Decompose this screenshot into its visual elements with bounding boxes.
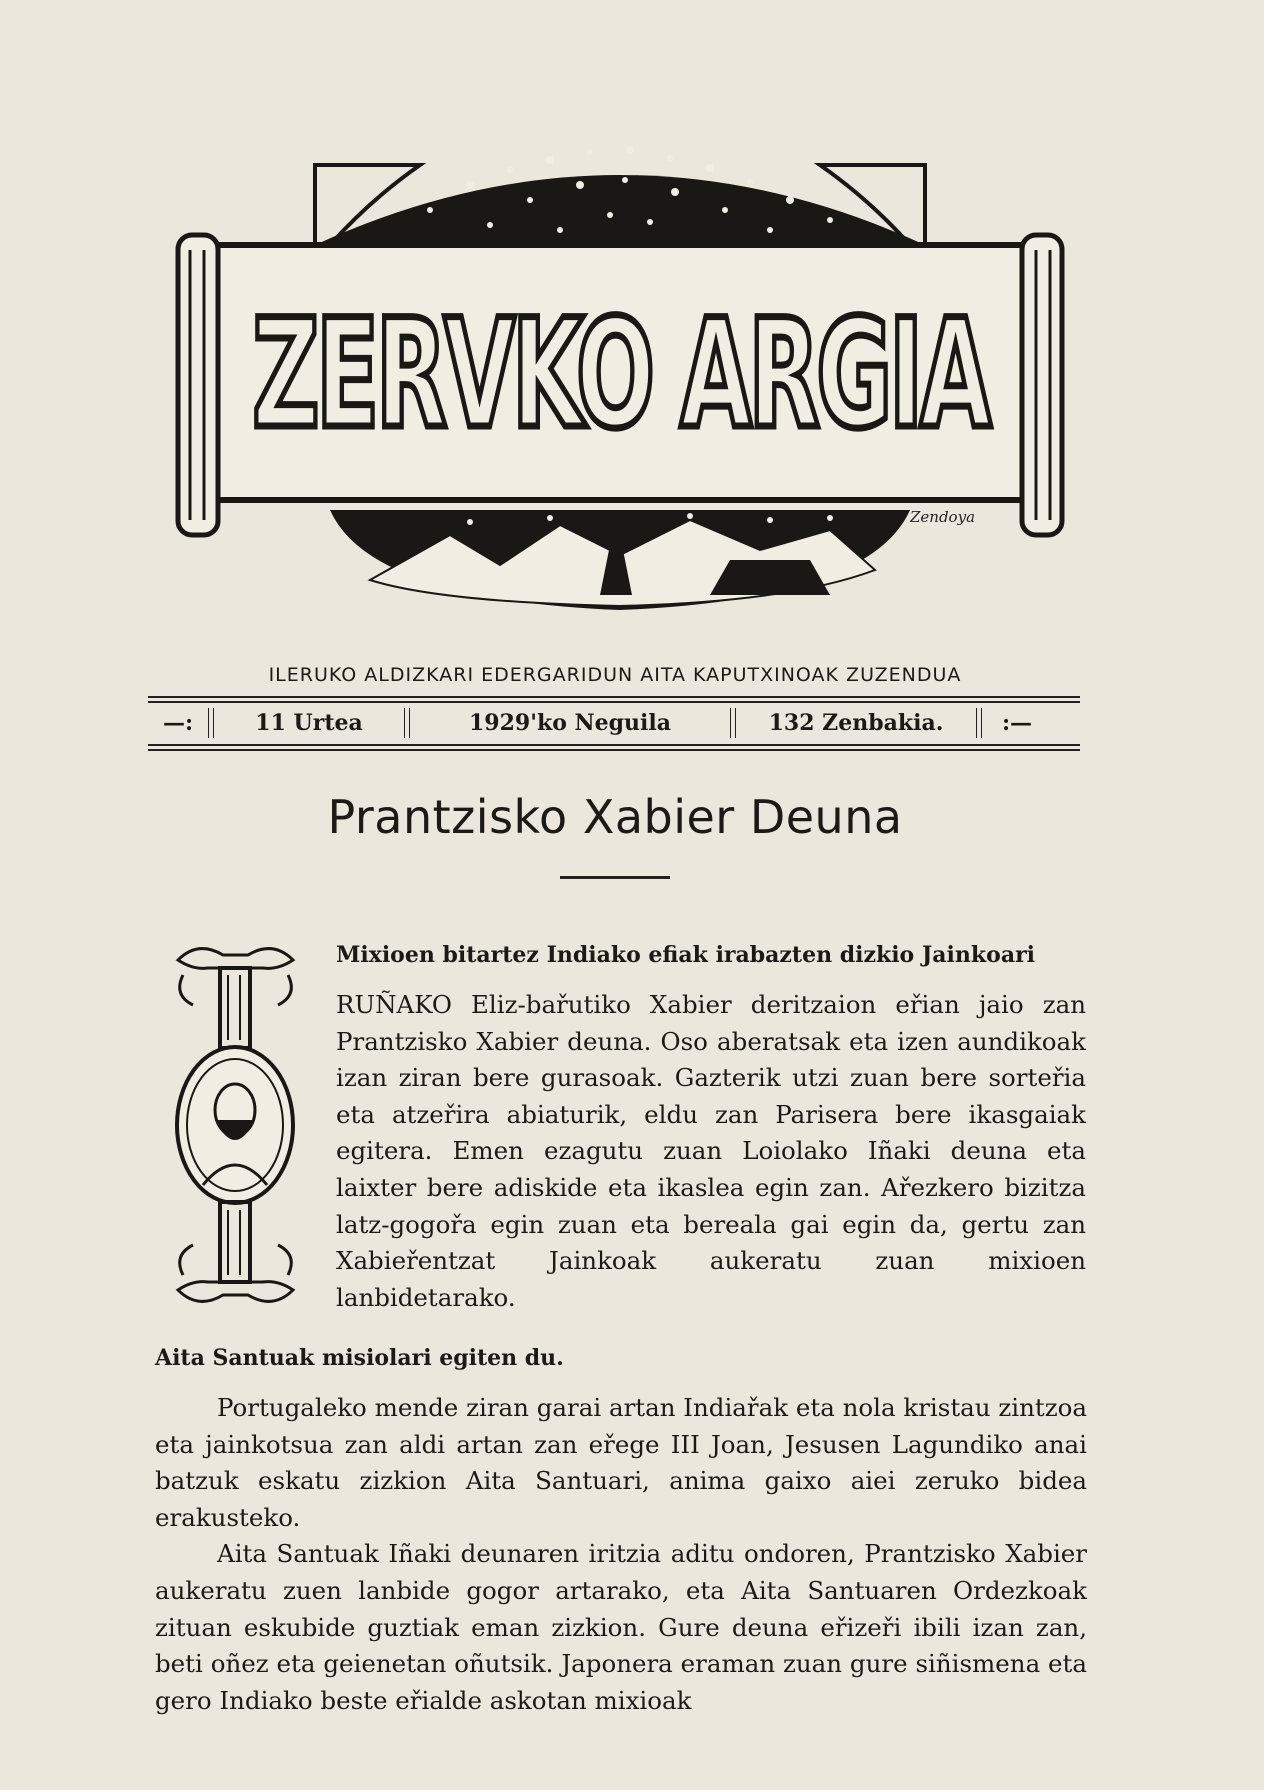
issue-rule-bottom-2 bbox=[148, 749, 1080, 751]
body-paragraph: Portugaleko mende ziran garai artan Indiařak eta nola kristau zintzoa eta jainkotsua zan aldi artan zan eřege III Joan, Jesusen Lagundiko anai batzuk eskatu zizkion Aita Santuari, anima gaixo aiei zeruko bidea erakusteko. bbox=[155, 1393, 1087, 1532]
section-heading: Aita Santuak misiolari egiten du. bbox=[155, 1345, 564, 1371]
issue-bar bbox=[148, 692, 1080, 754]
drop-cap-initial bbox=[168, 940, 303, 1310]
lead-heading: Mixioen bitartez Indiako efiak irabazten dizkio Jainkoari bbox=[336, 942, 1036, 968]
issue-ornament-right: :— bbox=[1001, 710, 1033, 736]
issue-rule-top-2 bbox=[148, 701, 1080, 703]
issue-date: 1929'ko Neguila bbox=[469, 710, 671, 736]
issue-rule-bottom-1 bbox=[148, 744, 1080, 746]
body-paragraph: Aita Santuak Iñaki deunaren iritzia aditu ondoren, Prantzisko Xabier aukeratu zuen lanbide gogor artarako, eta Aita Santuaren Ordezkoak zituan eskubide guztiak eman zizkion. Gure deuna eřizeři ibili izan zan, beti oñez eta geienetan oñutsik. Japonera eraman zuan gure siñismena eta gero Indiako beste eřialde askotan mixioak bbox=[155, 1539, 1087, 1715]
masthead-title: ZERVKO ARGIA bbox=[252, 288, 988, 462]
issue-rule-top-1 bbox=[148, 696, 1080, 698]
lead-paragraph: RUÑAKO Eliz-bařutiko Xabier deritzaion eřian jaio zan Prantzisko Xabier deuna. Oso aberatsak eta izen aundikoak izan ziran bere gurasoak. Gazterik utzi zuan bere sorteřia eta atzeřira abiaturik, eldu zan Parisera bere ikasgaiak egitera. Emen ezagutu zuan Loiolako Iñaki deuna eta laixter bere adiskide eta ikaslea egin zan. Ařezkero bizitza latz-gogořa egin zuan eta bereala gai egin da, gertu zan Xabieřentzat Jainkoak aukeratu zuan mixioen lanbidetarako. bbox=[336, 990, 1086, 1312]
issue-number: 132 Zenbakia. bbox=[768, 710, 944, 736]
masthead-subtitle: ILERUKO ALDIZKARI EDERGARIDUN AITA KAPUTXINOAK ZUZENDUA bbox=[268, 664, 962, 686]
masthead bbox=[170, 140, 1070, 620]
issue-ornament-left: —: bbox=[162, 710, 194, 736]
issue-info-row bbox=[148, 706, 1080, 740]
artist-signature: Zendoya bbox=[910, 508, 976, 526]
main-text-block bbox=[155, 1390, 1087, 1719]
article-title: Prantzisko Xabier Deuna bbox=[327, 790, 903, 844]
lead-paragraph-block bbox=[336, 987, 1086, 1316]
issue-year: 11 Urtea bbox=[255, 710, 363, 736]
title-divider bbox=[560, 876, 670, 879]
